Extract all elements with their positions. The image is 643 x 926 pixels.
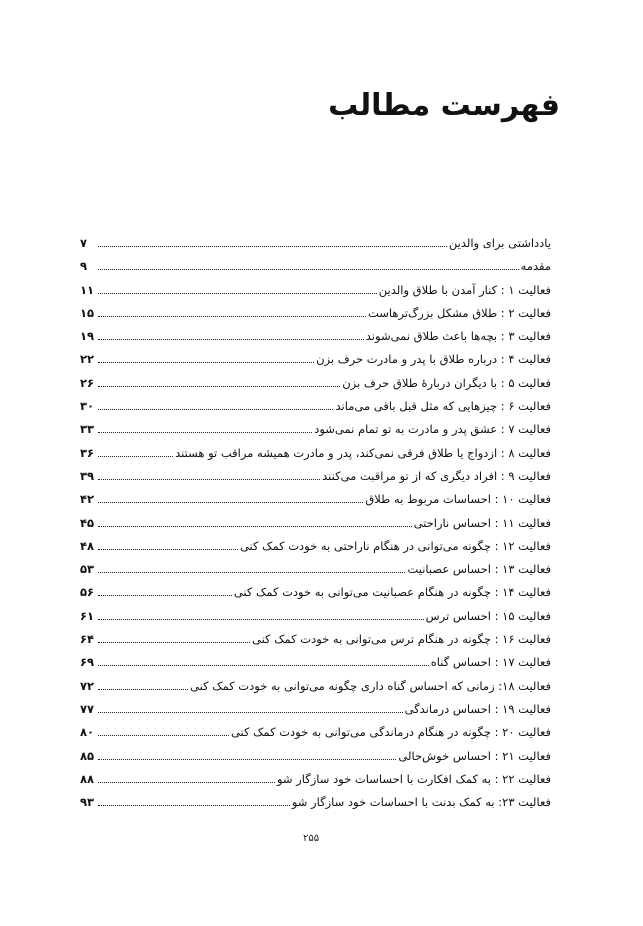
dot-leader <box>98 501 363 503</box>
dot-leader <box>98 804 290 806</box>
toc-page-number: ۱۹ <box>80 329 95 344</box>
toc-page-number: ۷ <box>80 236 88 250</box>
dot-leader <box>98 361 314 363</box>
toc-entry-title: فعالیت ۵ : با دیگران دربارهٔ طلاق حرف بزن <box>342 375 551 390</box>
toc-page-number: ۸۸ <box>80 771 95 786</box>
toc-page-number: ۵۶ <box>80 585 95 600</box>
dot-leader <box>98 292 377 294</box>
dot-leader <box>98 315 366 317</box>
toc-page-number: ۷۲ <box>80 678 95 693</box>
dot-leader <box>98 594 232 596</box>
dot-leader <box>98 431 312 433</box>
toc-page-number: ۳۹ <box>80 468 95 483</box>
dot-leader <box>98 338 364 340</box>
dot-leader <box>98 734 229 736</box>
toc-entry-title: فعالیت ۷ : عشق پدر و مادرت به تو تمام نمی‌شود <box>314 422 551 437</box>
toc-entry-title: فعالیت ۶ : چیزهایی که مثل قبل باقی می‌ماند <box>335 399 551 414</box>
toc-page-number: ۲۶ <box>80 375 95 390</box>
toc-entry-title: فعالیت ۱۸: زمانی که احساس گناه داری چگونه می‌توانی به خودت کمک کنی <box>190 678 551 693</box>
toc-entry-title: فعالیت ۹ : افراد دیگری که از تو مراقبت می‌کنند <box>322 468 551 483</box>
toc-entry-title: فعالیت ۱۶ : چگونه در هنگام ترس می‌توانی به خودت کمک کنی <box>252 632 551 647</box>
table-of-contents <box>80 232 551 814</box>
dot-leader <box>98 478 320 480</box>
toc-page-number: ۹۳ <box>80 795 95 810</box>
toc-page-number: ۵۳ <box>80 562 95 577</box>
toc-page-number: ۸۵ <box>80 748 95 763</box>
dot-leader <box>98 548 238 550</box>
toc-entry <box>80 535 551 558</box>
toc-entry-title: فعالیت ۱۴ : چگونه در هنگام عصبانیت می‌توانی به خودت کمک کنی <box>233 585 551 600</box>
toc-page-number: ۴۵ <box>80 515 95 530</box>
page-folio-number: ۲۵۵ <box>303 833 320 844</box>
dot-leader <box>98 245 447 247</box>
toc-entry <box>80 232 551 255</box>
dot-leader <box>98 758 396 760</box>
toc-entry <box>80 255 551 278</box>
toc-entry-title: فعالیت ۲۰ : چگونه در هنگام درماندگی می‌توانی به خودت کمک کنی <box>230 725 551 740</box>
toc-entry <box>80 418 551 441</box>
toc-entry <box>80 395 551 418</box>
toc-entry-title: فعالیت ۲۳: به کمک بدنت با احساسات خود سازگار شو <box>291 795 551 810</box>
toc-page-number: ۱۱ <box>80 282 95 297</box>
toc-entry-title: فعالیت ۳ : بچه‌ها باعث طلاق نمی‌شوند <box>365 329 551 344</box>
dot-leader <box>98 571 405 573</box>
toc-entry <box>80 745 551 768</box>
toc-page-number: ۳۰ <box>80 399 95 414</box>
dot-leader <box>98 711 403 713</box>
toc-entry <box>80 465 551 488</box>
page-title: فهرست مطالب <box>328 88 560 123</box>
toc-entry <box>80 721 551 744</box>
dot-leader <box>98 641 250 643</box>
toc-entry-title: فعالیت ۲۱ : احساس خوش‌حالی <box>398 748 551 763</box>
toc-page-number: ۴۸ <box>80 538 95 553</box>
toc-entry <box>80 768 551 791</box>
toc-entry-title: فعالیت ۸ : ازدواج یا طلاق فرقی نمی‌کند، پدر و مادرت همیشه مراقب تو هستند <box>175 445 551 460</box>
toc-entry-title: فعالیت ۱۳ : احساس عصبانیت <box>407 562 551 577</box>
toc-entry-title: مقدمه <box>520 259 551 274</box>
dot-leader <box>98 664 429 666</box>
toc-page-number: ۳۶ <box>80 445 95 460</box>
toc-entry <box>80 442 551 465</box>
toc-page-number: ۹ <box>80 259 88 274</box>
toc-page-number: ۶۴ <box>80 632 95 647</box>
toc-entry <box>80 488 551 511</box>
toc-entry <box>80 675 551 698</box>
dot-leader <box>98 618 424 620</box>
dot-leader <box>98 268 519 270</box>
toc-entry-title: فعالیت ۴ : درباره طلاق با پدر و مادرت حرف بزن <box>316 352 551 367</box>
toc-entry-title: فعالیت ۲ : طلاق مشکل بزرگ‌ترهاست <box>367 305 551 320</box>
toc-page-number: ۴۲ <box>80 492 95 507</box>
toc-entry <box>80 302 551 325</box>
toc-entry <box>80 512 551 535</box>
toc-entry <box>80 628 551 651</box>
dot-leader <box>98 525 412 527</box>
toc-entry <box>80 791 551 814</box>
toc-entry-title: فعالیت ۱۰ : احساسات مربوط به طلاق <box>365 492 551 507</box>
toc-entry-title: فعالیت ۱۷ : احساس گناه <box>430 655 551 670</box>
toc-page-number: ۷۷ <box>80 701 95 716</box>
toc-entry <box>80 581 551 604</box>
dot-leader <box>98 455 173 457</box>
toc-entry-title: فعالیت ۱ : کنار آمدن با طلاق والدین <box>378 282 551 297</box>
dot-leader <box>98 688 188 690</box>
toc-entry <box>80 698 551 721</box>
toc-entry-title: فعالیت ۱۱ : احساس ناراحتی <box>413 515 551 530</box>
toc-entry-title: فعالیت ۱۹ : احساس درماندگی <box>404 701 551 716</box>
toc-page-number: ۱۵ <box>80 305 95 320</box>
toc-entry-title: یادداشتی برای والدین <box>448 236 551 250</box>
toc-entry <box>80 372 551 395</box>
dot-leader <box>98 408 333 410</box>
toc-entry <box>80 325 551 348</box>
toc-entry-title: فعالیت ۲۲ : به کمک افکارت با احساسات خود سازگار شو <box>276 771 551 786</box>
toc-page-number: ۸۰ <box>80 725 95 740</box>
toc-page-number: ۲۲ <box>80 352 95 367</box>
toc-page-number: ۶۹ <box>80 655 95 670</box>
toc-entry <box>80 651 551 674</box>
toc-entry <box>80 605 551 628</box>
toc-page-number: ۳۳ <box>80 422 95 437</box>
toc-entry <box>80 348 551 371</box>
toc-entry <box>80 279 551 302</box>
dot-leader <box>98 385 340 387</box>
dot-leader <box>98 781 275 783</box>
toc-entry-title: فعالیت ۱۵ : احساس ترس <box>425 608 551 623</box>
toc-entry-title: فعالیت ۱۲ : چگونه می‌توانی در هنگام ناراحتی به خودت کمک کنی <box>239 538 551 553</box>
toc-page-number: ۶۱ <box>80 608 95 623</box>
toc-entry <box>80 558 551 581</box>
